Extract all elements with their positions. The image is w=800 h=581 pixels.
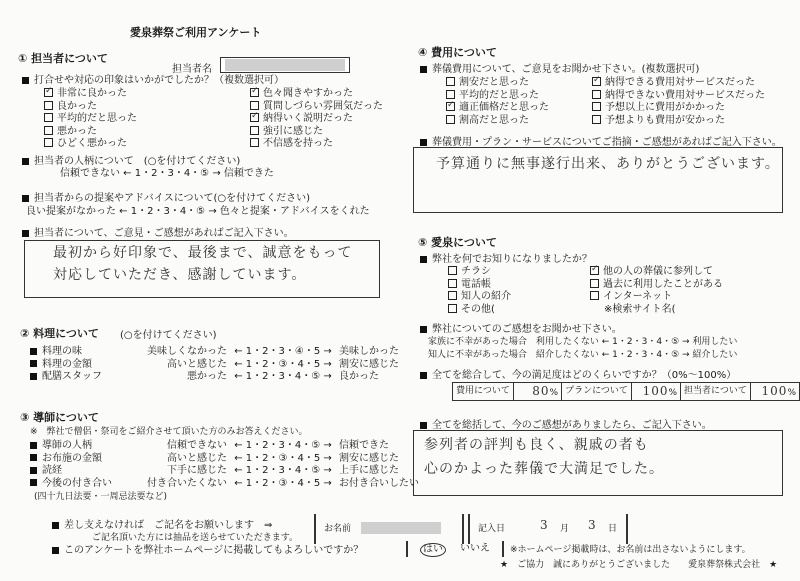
checkbox[interactable] (592, 77, 601, 86)
publish-choice (406, 541, 504, 557)
footer-thanks: ★ ご協力 誠にありがとうございました 愛泉葬祭株式会社 ★ (500, 560, 778, 570)
s4-comment: 予算通りに無事遂行出来、ありがとうございます。 (436, 156, 780, 172)
s3-rows: 導師の人柄 信頼できない ← 1・2・3・4・⑤ → 信頼できた お布施の金額 高いと感じた ← 1・2・③・4・5 → 割安に感じた 読経 下手に感じた ← 1・2・3・4・⑤ → 上手に感じた 今後の付き合い 付き合いたくない ← 1・2・③・4・5 → お付き合いしたい (30, 440, 419, 490)
footer-line3: このアンケートを弊社ホームページに掲載してもよろしいですか？ (64, 545, 364, 556)
bullet-icon (22, 230, 29, 237)
bullet-icon (22, 77, 29, 84)
checkbox[interactable] (592, 115, 601, 124)
s4-comment-box[interactable] (413, 147, 783, 213)
checkbox[interactable] (446, 115, 455, 124)
s1-q1: 打合せや対応の印象はいかがでしたか？（複数選択可） (34, 75, 284, 86)
s2-note: (○を付けてください) (120, 330, 217, 341)
footer-line2: ご記名頂いた方には抽品を送らせていただきます。 (92, 533, 299, 543)
checkbox[interactable] (590, 291, 599, 300)
section-2-heading: ② 料理について (20, 327, 99, 340)
checkbox[interactable] (44, 138, 53, 147)
checkbox[interactable] (592, 90, 601, 99)
page-title: 愛泉葬祭ご利用アンケート (130, 26, 262, 39)
footer-line1: 差し支えなければ ご記名をお願いします ⇒ (64, 520, 273, 531)
s5-q1: 弊社を何でお知りになりましたか？ (432, 254, 592, 265)
s1-q3: 担当者からの提案やアドバイスについて(○を付けてください) (34, 193, 311, 204)
s4-options-left: 割安だと思った 平均的だと思った ✓適正価格だと思った 割高だと思った (446, 77, 549, 127)
satisfaction-table: 費用について 80% プランについて 100% 担当者について 100% (452, 382, 800, 401)
s5-options-right: ✓他の人の葬儀に参列して 過去に利用したことがある インターネット ※検索サイト名( (590, 266, 723, 316)
checkbox[interactable] (448, 291, 457, 300)
checkbox[interactable] (44, 101, 53, 110)
s5-comment-box[interactable] (413, 430, 783, 496)
tanto-name-field[interactable] (220, 57, 350, 73)
s5-q4: 全てを総括して、今のご感想がありましたら、ご記入下さい。 (432, 420, 712, 431)
bullet-icon (22, 195, 29, 202)
sat-label: 費用について (453, 383, 514, 401)
checkbox[interactable] (44, 88, 53, 97)
checkbox[interactable] (448, 279, 457, 288)
s1-q3-scale[interactable]: 良い提案がなかった ← 1・2・3・4・⑤ → 色々と提案・アドバイスをくれた (26, 206, 370, 217)
s5-row2[interactable]: 知人に不幸があった場合 紹介したくない ← 1・2・3・4・⑤ → 紹介したい (428, 350, 738, 360)
s1-comment-box[interactable] (24, 240, 380, 298)
checkbox[interactable] (590, 266, 599, 275)
s1-comment-line1: 最初から好印象で、最後まで、誠意をもって (53, 245, 353, 261)
s5-q2: 弊社についてのご感想をお聞かせ下さい。 (432, 324, 622, 335)
s3-note: ※ 弊社で僧侶・祭司をご紹介させて頂いた方のみお答えください。 (30, 427, 308, 437)
sat-label: プランについて (562, 383, 632, 401)
section-4-heading: ④ 費用について (418, 46, 497, 59)
section-3-heading: ③ 導師について (20, 411, 99, 424)
checkbox[interactable] (250, 138, 259, 147)
redacted-name (225, 59, 345, 71)
checkbox[interactable] (590, 279, 599, 288)
section-1-heading: ① 担当者について (18, 52, 108, 65)
s3-extra: (四十九日法要・一周忌法要など) (34, 492, 168, 502)
footer-note: ※ホームページ掲載時は、お名前は出さないようにします。 (510, 545, 751, 555)
checkbox[interactable] (448, 304, 457, 313)
s2-rows: 料理の味 美味しくなかった ← 1・2・3・④・5 → 美味しかった 料理の金額 高いと感じた ← 1・2・③・4・5 → 割安に感じた 配膳スタッフ 悪かった ← 1・2・3・4・⑤ → 良かった (30, 346, 399, 384)
s1-comment-line2: 対応していただき、感謝しています。 (53, 267, 307, 283)
checkbox[interactable] (446, 90, 455, 99)
s1-q2: 担当者の人柄について (○を付けてください) (34, 156, 241, 167)
s1-q2-scale[interactable]: 信頼できない ← 1・2・3・4・⑤ → 信頼できた (60, 168, 274, 179)
s5-q3: 全てを総合して、今の満足度はどのくらいですか？（0%〜100%） (432, 370, 737, 381)
checkbox[interactable] (44, 113, 53, 122)
checkbox[interactable] (250, 126, 259, 135)
s5-comment-line1: 参列者の評判も良く、親戚の者も (424, 437, 649, 453)
checkbox[interactable] (592, 102, 601, 111)
s5-options-left: チラシ 電話帳 知人の紹介 その他( (448, 266, 511, 316)
checkbox[interactable] (250, 113, 259, 122)
s5-comment-line2: 心のかよった葬儀で大満足でした。 (424, 461, 664, 477)
tanto-label: 担当者名 (172, 64, 212, 75)
checkbox[interactable] (44, 126, 53, 135)
checkbox[interactable] (446, 102, 455, 111)
s1-options-left: ✓非常に良かった 良かった 平均的だと思った 悪かった ひどく悪かった (44, 88, 137, 151)
s4-q2: 葬儀費用・プラン・サービスについてご指摘・ご感想があればご記入下さい。 (432, 137, 782, 148)
name-field[interactable]: お名前 (314, 514, 464, 544)
checkbox[interactable] (448, 266, 457, 275)
s1-q4: 担当者について、ご意見・ご感想があればご記入下さい。 (34, 228, 294, 239)
yes-option[interactable]: はい (420, 543, 446, 557)
s5-row1[interactable]: 家族に不幸があった場合 利用したくない ← 1・2・3・4・⑤ → 利用したい (428, 337, 738, 347)
checkbox[interactable] (250, 101, 259, 110)
s4-options-right: ✓納得できる費用対サービスだった 納得できない費用対サービスだった 予想以上に費用がかかった 予想よりも費用が安かった (592, 77, 765, 127)
bullet-icon (22, 158, 29, 165)
section-5-heading: ⑤ 愛泉について (418, 236, 497, 249)
checkbox[interactable] (250, 88, 259, 97)
date-field[interactable]: 記入日 3 月 3 日 (468, 514, 628, 544)
checkbox[interactable] (446, 77, 455, 86)
no-option[interactable]: いいえ (460, 543, 490, 554)
s4-q1: 葬儀費用について、ご意見をお聞かせ下さい。(複数選択可) (432, 64, 700, 75)
sat-label: 担当者について (681, 383, 751, 401)
s1-options-right: ✓色々聞きやすかった 質問しづらい雰囲気だった ✓納得いく説明だった 強引に感じた 不信感を持った (250, 88, 383, 151)
